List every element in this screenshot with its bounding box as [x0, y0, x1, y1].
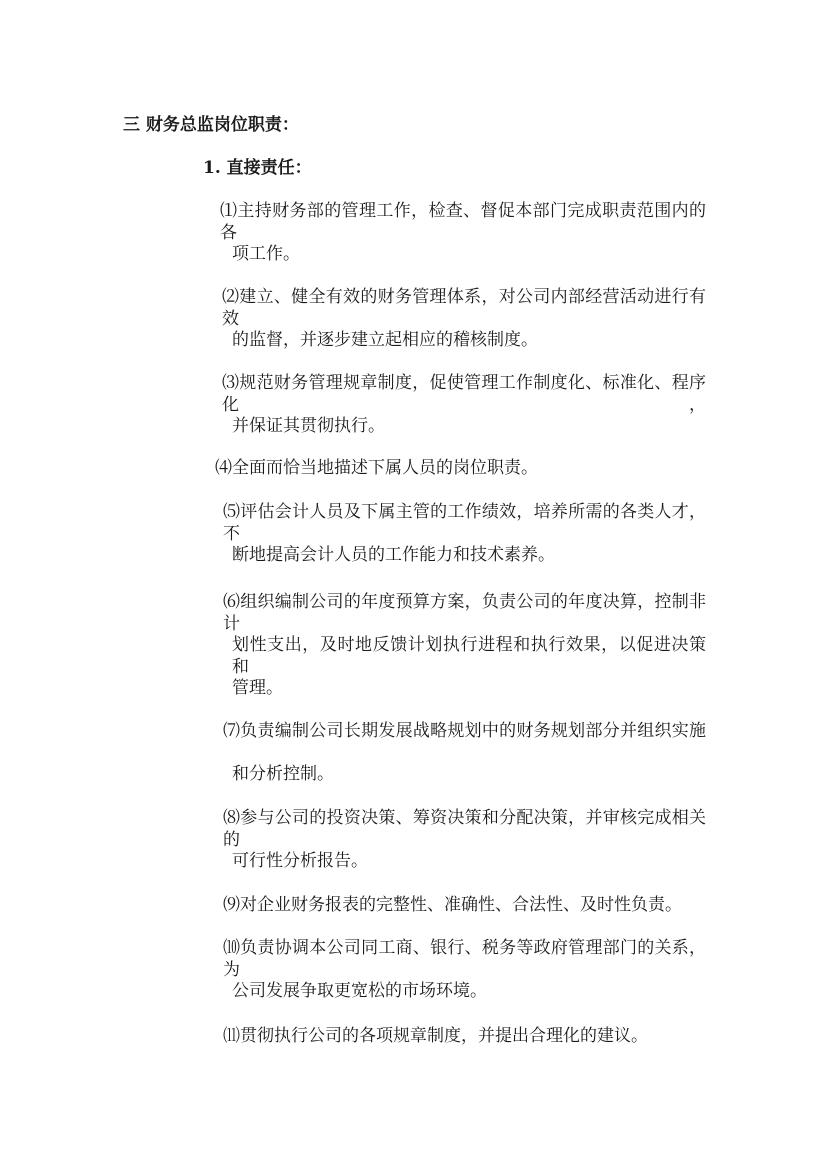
list-item-line: 公司发展争取更宽松的市场环境。: [232, 981, 487, 1001]
list-item-line: ⑽负责协调本公司同工商、银行、税务等政府管理部门的关系，为: [223, 938, 706, 980]
list-item-line: ⑻参与公司的投资决策、筹资决策和分配决策，并审核完成相关的: [223, 808, 706, 850]
subsection-heading: 1. 直接责任：: [203, 158, 312, 178]
list-item-line: ⑺负责编制公司长期发展战略规划中的财务规划部分并组织实施: [223, 721, 706, 741]
list-item-line: ⑾贯彻执行公司的各项规章制度，并提出合理化的建议。: [223, 1026, 648, 1046]
list-item-line: ⑸评估会计人员及下属主管的工作绩效，培养所需的各类人才，不: [223, 502, 706, 544]
list-item-line: ⑼对企业财务报表的完整性、准确性、合法性、及时性负责。: [223, 895, 682, 915]
list-item-line: ⑵建立、健全有效的财务管理体系，对公司内部经营活动进行有效: [222, 287, 706, 329]
list-item-line: ⑹组织编制公司的年度预算方案，负责公司的年度决算，控制非计: [223, 592, 706, 634]
list-item-line: 项工作。: [232, 244, 300, 264]
list-item-line: 和分析控制。: [232, 764, 334, 784]
list-item-line: 的监督，并逐步建立起相应的稽核制度。: [232, 330, 538, 350]
list-item-line: 断地提高会计人员的工作能力和技术素养。: [232, 545, 555, 565]
list-item-line: 管理。: [232, 678, 283, 698]
list-item-line: ⑴主持财务部的管理工作，检查、督促本部门完成职责范围内的各: [220, 201, 706, 243]
list-item-line: 并保证其贯彻执行。: [232, 416, 385, 436]
section-heading: 三 财务总监岗位职责：: [123, 115, 299, 135]
list-item-line: ⑷全面而恰当地描述下属人员的岗位职责。: [215, 458, 538, 478]
list-item-line: ⑶规范财务管理规章制度，促使管理工作制度化、标准化、程序化，: [222, 373, 706, 415]
list-item-line: 划性支出，及时地反馈计划执行进程和执行效果，以促进决策和: [232, 635, 706, 677]
list-item-line: 可行性分析报告。: [232, 851, 368, 871]
